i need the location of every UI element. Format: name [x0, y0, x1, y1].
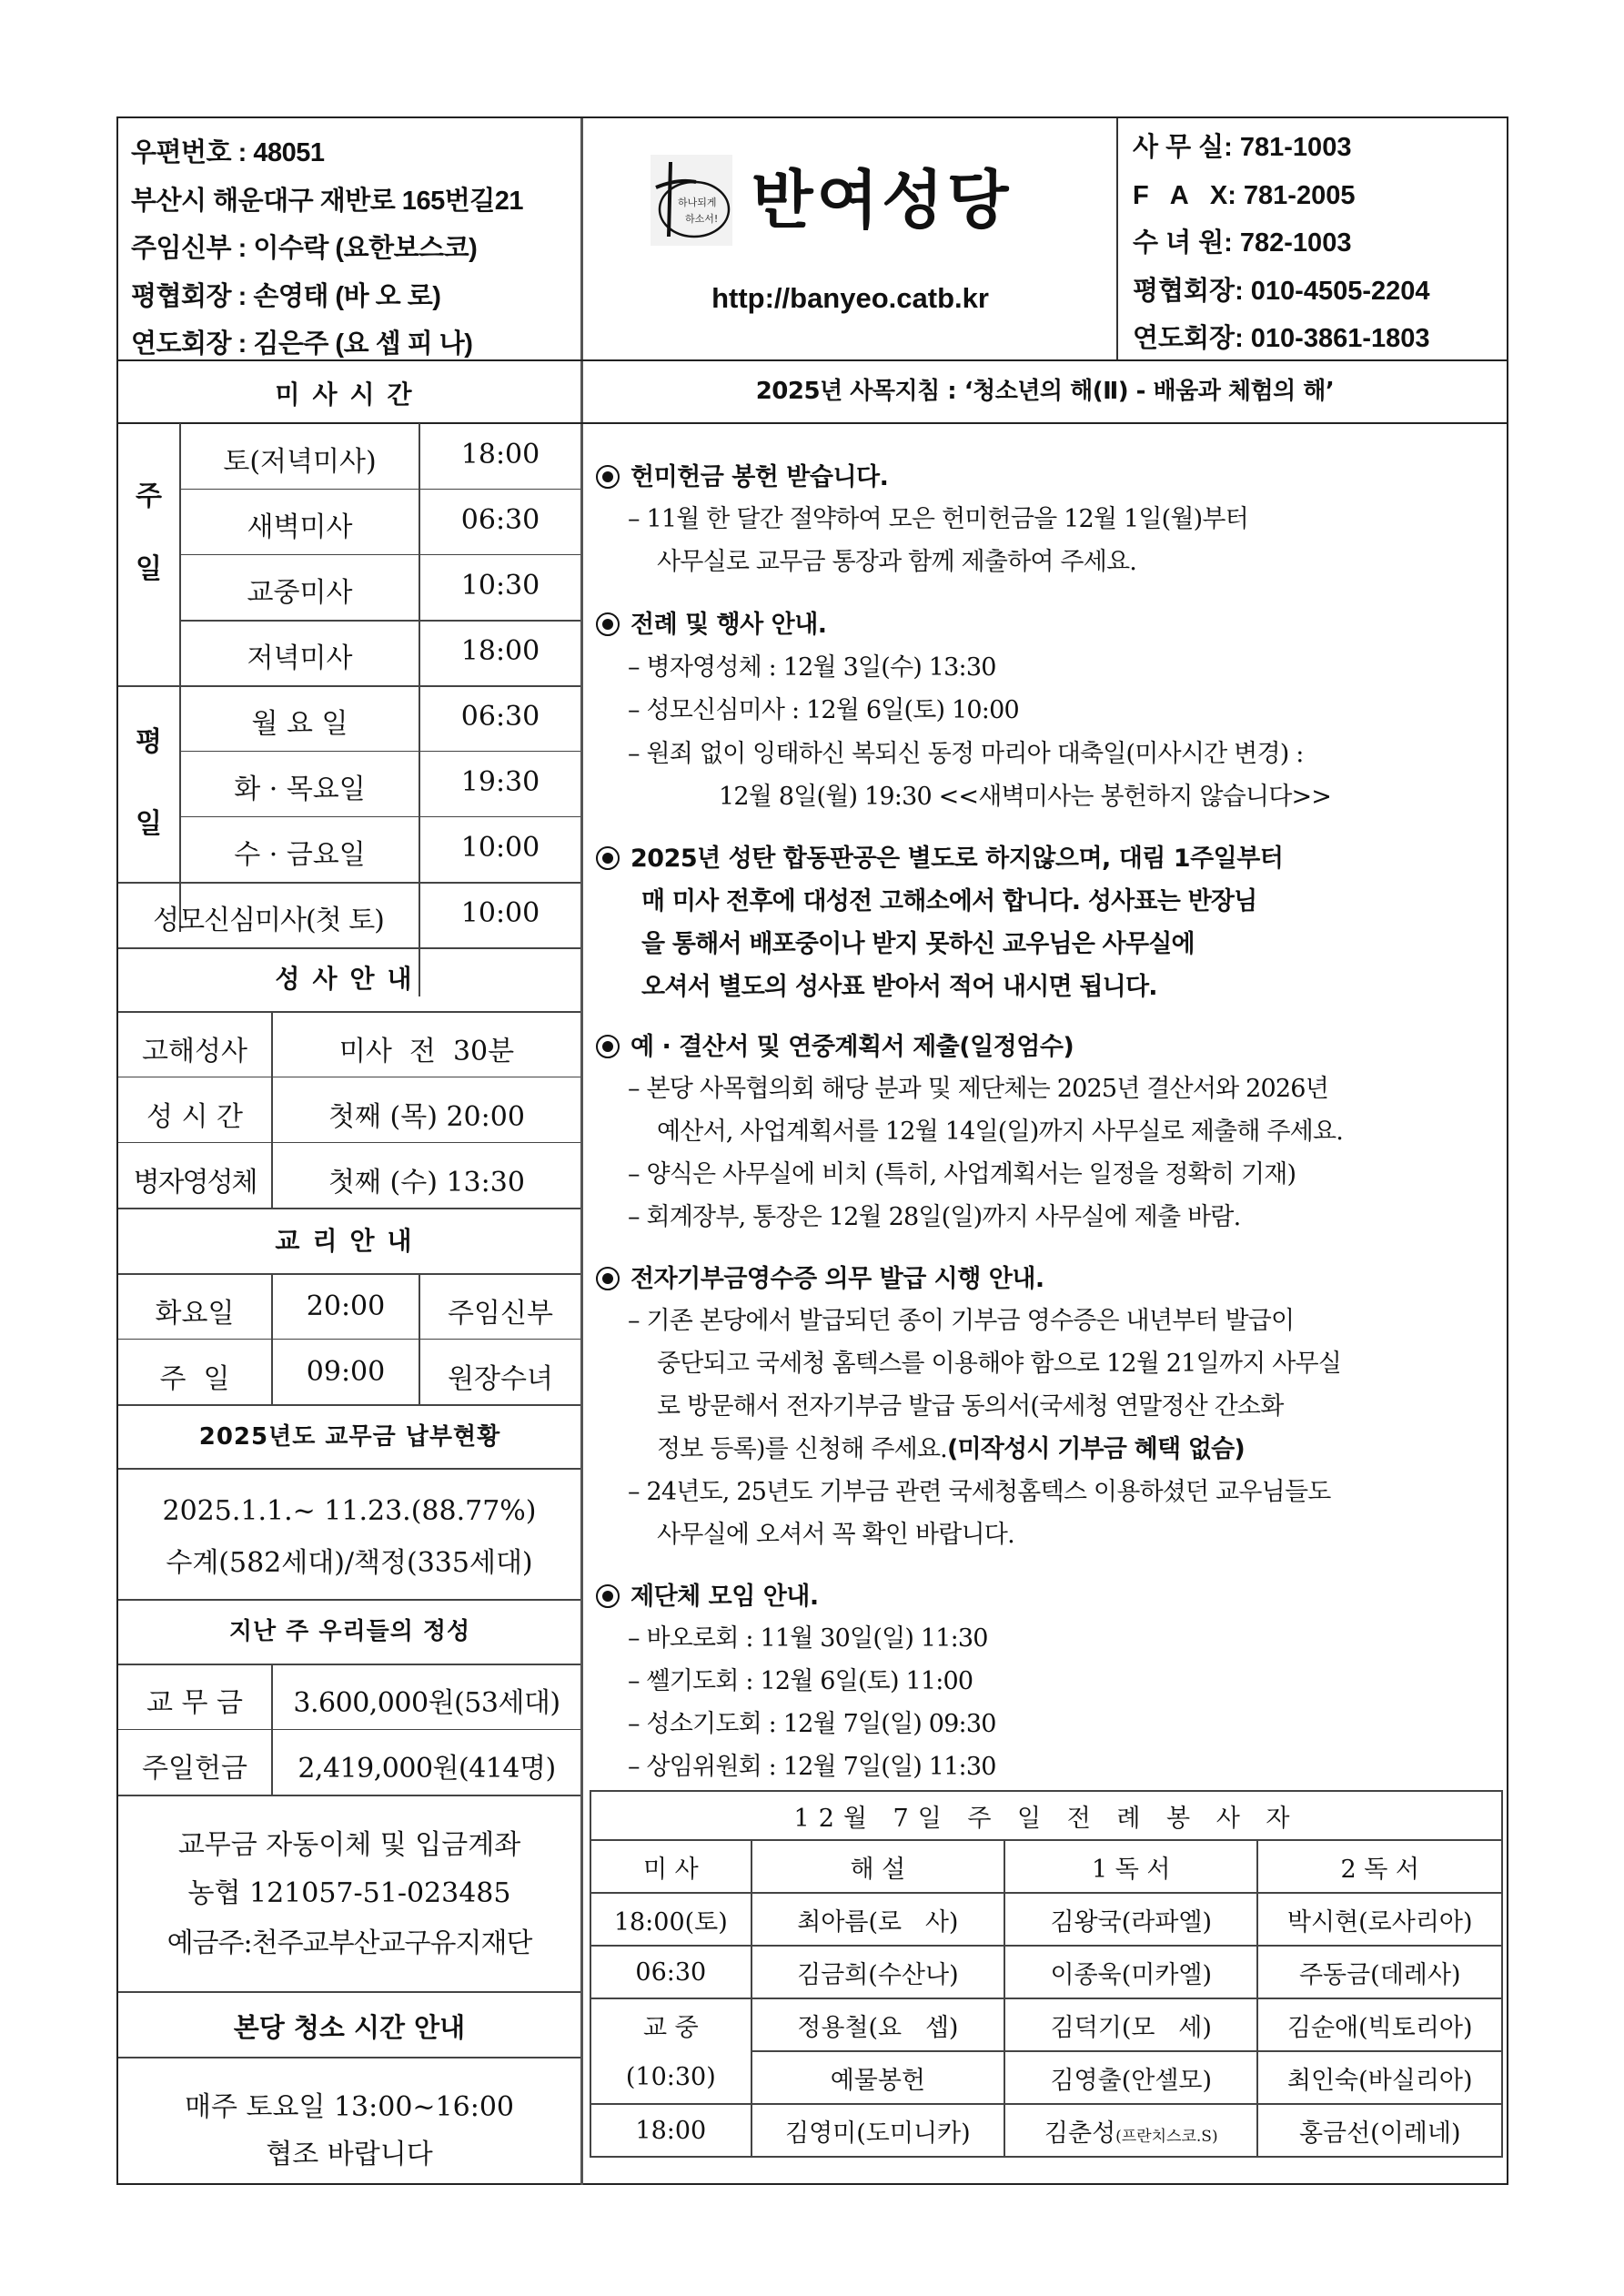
sacraments-title: 성사안내 [275, 964, 425, 994]
parish-info [118, 118, 581, 359]
contact-council: 평협회장: 010-4505-2204 [1133, 276, 1430, 306]
address: 부산시 해운대구 재반로 165번길21 [131, 186, 523, 216]
contact-fax: F A X: 781-2005 [1133, 180, 1356, 210]
grid-line [118, 947, 580, 949]
notice-line: 을 통해서 배포중이나 받지 못하신 교우님은 사무실에 [641, 930, 1195, 958]
notice-emphasis: (미작성시 기부금 혜택 없슴) [946, 1435, 1245, 1463]
contact-legion: 연도회장: 010-3861-1803 [1133, 324, 1430, 353]
catechism-title: 교리안내 [275, 1226, 425, 1256]
church-url[interactable]: http://banyeo.catb.kr [711, 282, 989, 314]
mass-times-title: 미사시간 [275, 379, 425, 410]
grid-line [179, 620, 580, 622]
notice-line: 매 미사 전후에 대성전 고해소에서 합니다. 성사표는 반장님 [641, 887, 1257, 915]
notice-line: 사무실에 오셔서 꼭 확인 바랍니다. [657, 1521, 1014, 1549]
grid-line [118, 1339, 580, 1340]
cross-logo-icon [651, 155, 732, 246]
grid-line [118, 685, 580, 687]
header-mass: 미 사 [590, 1840, 751, 1893]
notice-line: – 기존 본당에서 발급되던 종이 기부금 영수증은 내년부터 발급이 [628, 1307, 1295, 1335]
notice-line: – 성모신심미사 : 12월 6일(토) 10:00 [628, 696, 1019, 724]
notice-title: 제단체 모임 안내. [596, 1576, 819, 1612]
notice-line: 로 방문해서 전자기부금 발급 동의서(국세청 연말정산 간소화 [657, 1392, 1284, 1421]
grid-line [118, 1011, 580, 1013]
contact-list [1119, 118, 1507, 359]
notice-title: 2025년 성탄 합동판공은 별도로 하지않으며, 대림 1주일부터 [596, 838, 1283, 874]
sunday-label: 일 [136, 553, 162, 585]
notice-title: 예 · 결산서 및 연중계획서 제출(일정엄수) [596, 1027, 1074, 1062]
table-row: (10:30) 예물봉헌 김영출(안셀모) 최인숙(바실리아) [590, 2051, 1502, 2104]
notice-line: – 바오로회 : 11월 30일(일) 11:30 [628, 1624, 988, 1653]
grid-line [179, 751, 580, 752]
notice-line: 중단되고 국세청 홈텍스를 이용해야 함으로 12월 21일까지 사무실 [657, 1350, 1342, 1378]
table-title-row [590, 1791, 1502, 1840]
notice-line: – 양식은 사무실에 비치 (특히, 사업계획서는 일정을 정확히 기재) [628, 1160, 1296, 1188]
cleaning-schedule: 매주 토요일 13:00~16:00 [184, 2091, 515, 2123]
pastor: 주임신부 : 이수락 (요한보스코) [131, 234, 478, 263]
grid-line [118, 1273, 580, 1275]
pastoral-motto: 2025년 사목지침 : ‘청소년의 해(Ⅱ) - 배움과 체험의 해’ [755, 378, 1335, 405]
dues-status-title: 2025년도 교무금 납부현황 [198, 1423, 501, 1451]
bullet-icon [596, 1267, 620, 1290]
dues-period: 2025.1.1.~ 11.23.(88.77%) [162, 1495, 537, 1527]
rule [118, 422, 1508, 424]
grid-line [118, 1664, 580, 1665]
weekday-label: 평 [136, 726, 162, 758]
notice-line: – 원죄 없이 잉태하신 복되신 동정 마리아 대축일(미사시간 변경) : [628, 740, 1304, 768]
grid-line [179, 554, 580, 555]
bank-holder: 예금주:천주교부산교구유지재단 [166, 1927, 532, 1959]
bullet-icon [596, 465, 620, 489]
cleaning-note: 협조 바랍니다 [266, 2139, 433, 2170]
bullet-icon [596, 612, 620, 636]
notice-line: – 회계장부, 통장은 12월 28일(일)까지 사무실에 제출 바람. [628, 1203, 1241, 1231]
table-row: 18:00 김영미(도미니카) 김춘성(프란치스코.S) 홍금선(이레네) [590, 2104, 1502, 2157]
postal-code: 우편번호 : 48051 [131, 138, 325, 167]
grid-line [118, 1404, 580, 1406]
servers-title: 12월 7일 주 일 전 례 봉 사 자 [590, 1791, 1502, 1840]
notice-line: 정보 등록)를 신청해 주세요.(미작성시 기부금 혜택 없슴) [657, 1435, 1245, 1463]
header-commentator: 해 설 [751, 1840, 1004, 1893]
header-reader2: 2 독 서 [1257, 1840, 1502, 1893]
grid-line [118, 1142, 580, 1143]
grid-line [118, 1729, 580, 1730]
legion-president: 연도회장 : 김은주 (요 셉 피 나) [131, 329, 473, 359]
notice-line: – 병자영성체 : 12월 3일(수) 13:30 [628, 653, 996, 682]
grid-line [118, 1599, 580, 1601]
notice-line: 오셔서 별도의 성사표 받아서 적어 내시면 됩니다. [641, 973, 1157, 1001]
contact-office: 사 무 실: 781-1003 [1133, 133, 1352, 162]
grid-line [118, 1208, 580, 1209]
grid-line [118, 1991, 580, 1993]
bank-title: 교무금 자동이체 및 입금계좌 [177, 1829, 521, 1861]
church-logo [651, 155, 732, 246]
offerings-title: 지난 주 우리들의 정성 [228, 1618, 471, 1645]
bullet-icon [596, 1035, 620, 1058]
church-name: 반여성당 [751, 163, 1013, 238]
notice-title: 전례 및 행사 안내. [596, 604, 827, 640]
notice-line: 12월 8일(월) 19:30 <<새벽미사는 봉헌하지 않습니다>> [719, 783, 1332, 811]
notice-line: – 상임위원회 : 12월 7일(일) 11:30 [628, 1753, 996, 1781]
notice-line: – 24년도, 25년도 기부금 관련 국세청홈텍스 이용하셨던 교우님들도 [628, 1478, 1331, 1506]
bank-account: 농협 121057-51-023485 [187, 1877, 511, 1909]
notice-line: – 쎌기도회 : 12월 6일(토) 11:00 [628, 1667, 973, 1695]
svg-text:하나되게: 하나되게 [678, 197, 717, 208]
notice-line: 사무실로 교무금 통장과 함께 제출하여 주세요. [657, 548, 1137, 576]
header-divider [1116, 118, 1118, 359]
notice-title: 전자기부금영수증 의무 발급 시행 안내. [596, 1259, 1044, 1294]
header-reader1: 1 독 서 [1004, 1840, 1257, 1893]
table-row: 교 중 정용철(요 셉) 김덕기(모 세) 김순애(빅토리아) [590, 1998, 1502, 2051]
cleaning-title: 본당 청소 시간 안내 [233, 2012, 466, 2043]
contact-convent: 수 녀 원: 782-1003 [1133, 228, 1352, 258]
notice-title: 헌미헌금 봉헌 받습니다. [596, 457, 888, 492]
notice-line: 예산서, 사업계획서를 12월 14일(일)까지 사무실로 제출해 주세요. [657, 1118, 1344, 1146]
notice-line: – 본당 사목협의회 해당 분과 및 제단체는 2025년 결산서와 2026년 [628, 1075, 1328, 1103]
bullet-icon [596, 846, 620, 870]
grid-line [118, 882, 580, 884]
notice-line: – 11월 한 달간 절약하여 모은 헌미헌금을 12월 1일(월)부터 [628, 505, 1248, 533]
table-header-row [590, 1840, 1502, 1893]
grid-line [179, 489, 580, 490]
column-divider [580, 118, 583, 2185]
council-president: 평협회장 : 손영태 (바 오 로) [131, 281, 441, 311]
sunday-label: 주 [136, 480, 162, 512]
dues-households: 수계(582세대)/책정(335세대) [166, 1547, 533, 1579]
grid-line [118, 1468, 580, 1470]
table-row: 06:30 김금희(수산나) 이종욱(미카엘) 주동금(데레사) [590, 1946, 1502, 1998]
grid-line [118, 2057, 580, 2058]
grid-line [118, 1795, 580, 1796]
header-bottom-rule [118, 359, 1508, 361]
weekday-label: 일 [136, 808, 162, 840]
bullet-icon [596, 1584, 620, 1608]
grid-line [179, 816, 580, 817]
table-row: 18:00(토) 최아름(로 사) 김왕국(라파엘) 박시현(로사리아) [590, 1893, 1502, 1946]
liturgy-servers-table [590, 1790, 1503, 2158]
notice-line: – 성소기도회 : 12월 7일(일) 09:30 [628, 1710, 996, 1738]
svg-text:하소서!: 하소서! [685, 213, 719, 225]
